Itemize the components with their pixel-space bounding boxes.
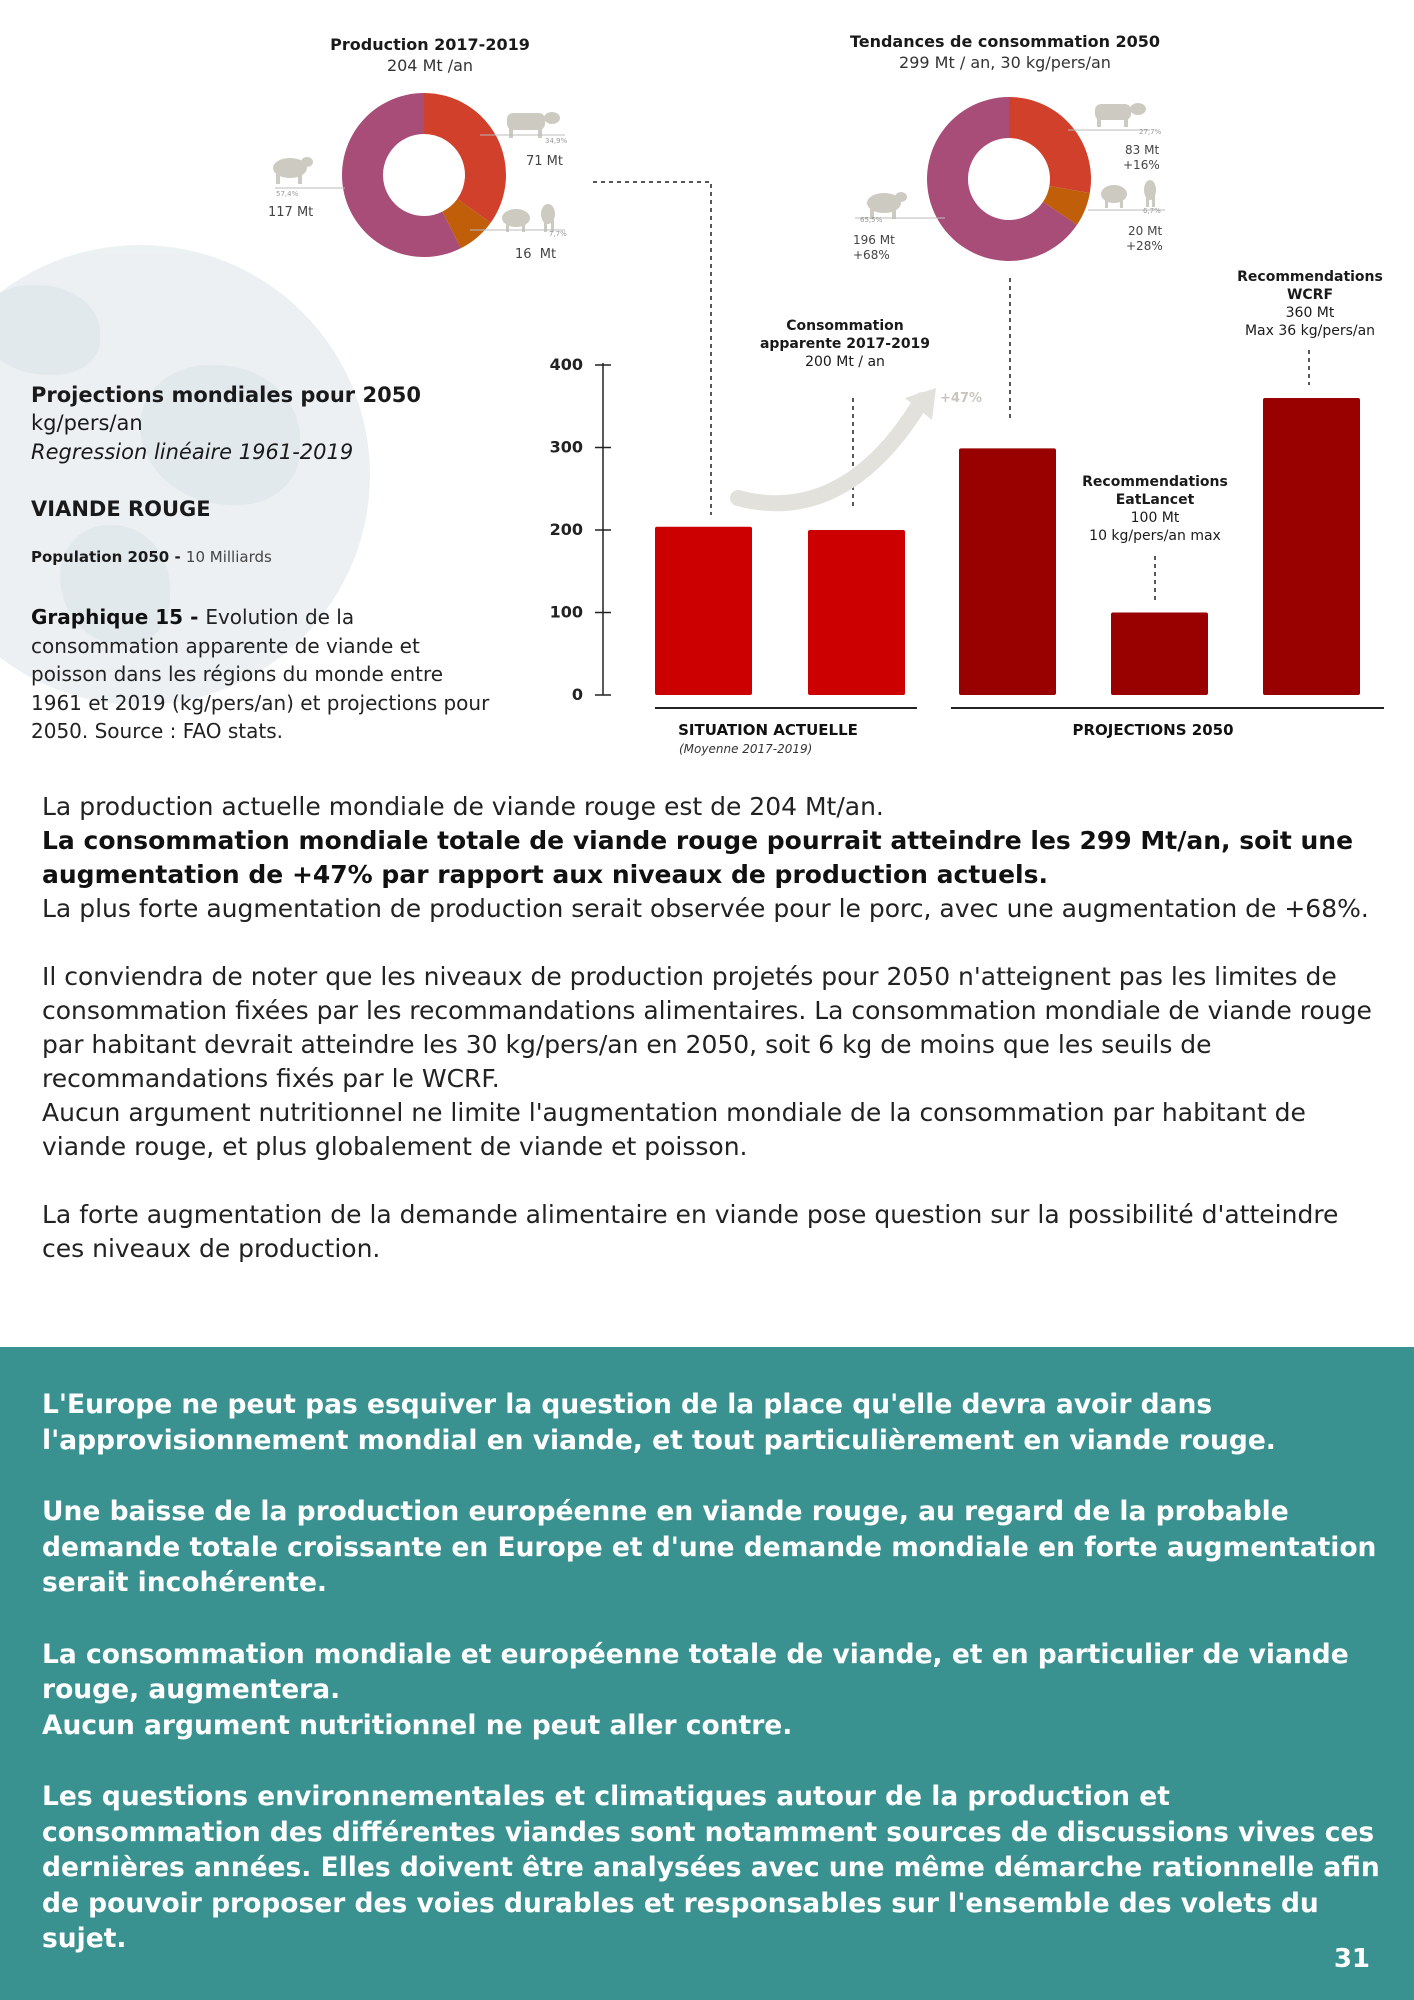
body-paragraph: La plus forte augmentation de production serait observée pour le porc, avec une augmentation de +68%. [42, 894, 1369, 923]
y-tick-label: 200 [549, 520, 583, 539]
annotation-wcrf-sub: Max 36 kg/pers/an [1244, 323, 1376, 339]
body-text [42, 790, 1382, 1266]
conclusion-text [42, 1387, 1392, 1957]
bar [655, 527, 752, 695]
group-label-current: SITUATION ACTUELLE [678, 721, 858, 739]
increase-label: +47% [940, 391, 983, 406]
bars [655, 398, 1360, 695]
annotation-eatlancet [1070, 473, 1240, 545]
population-line [31, 548, 272, 566]
sheep-goat-icon [1101, 180, 1156, 208]
pie-right-title: Tendances de consommation 2050 [849, 32, 1161, 51]
annotation-conso [750, 317, 940, 371]
y-tick-label: 0 [571, 685, 583, 704]
group-label-projection: PROJECTIONS 2050 [1072, 721, 1234, 739]
annotation-wcrf-value: 360 Mt [1285, 305, 1335, 321]
pie-left-pig-pct: 57,4% [276, 190, 299, 198]
annotation-eatlancet-value: 100 Mt [1130, 510, 1180, 526]
population-value: 10 Milliards [185, 548, 272, 566]
pig-icon [273, 157, 313, 184]
conclusion-paragraph: Les questions environnementales et climatiques autour de la production et consommation des différentes viandes sont notamment sources de discussions vives ces dernières années. Elles doivent être analysées avec une même démarche rationnelle afin de pouvoir proposer des voies durables et responsables sur l'ensemble des volets du sujet. [42, 1781, 1380, 1954]
pie-right-cattle-value: 83 Mt [1125, 143, 1160, 157]
pie-right-cattle-pct: 27,7% [1139, 128, 1162, 136]
annotation-conso-title: Consommation apparente 2017-2019 [759, 318, 931, 352]
pie-left-title: Production 2017-2019 [330, 35, 530, 54]
page-number: 31 [1333, 1944, 1370, 1974]
pie-left-pig-value: 117 Mt [268, 205, 314, 220]
category-label: VIANDE ROUGE [31, 497, 211, 521]
cow-icon [1095, 103, 1146, 127]
y-tick-label: 300 [549, 437, 583, 457]
body-paragraph: La forte augmentation de la demande alimentaire en viande pose question sur la possibilité d'atteindre ces niveaux de production. [42, 1200, 1339, 1263]
donut-slice-bovine [424, 93, 506, 223]
donut-right [927, 97, 1091, 261]
body-paragraph: Il conviendra de noter que les niveaux de production projetés pour 2050 n'atteignent pas les limites de consommation fixées par les recommandations alimentaires. La consommation mondiale de viande rouge par habitant devrait atteindre les 30 kg/pers/an en 2050, soit 6 kg de moins que les seuils de recommandations fixés par le WCRF. [42, 962, 1372, 1093]
annotation-eatlancet-title: Recommendations EatLancet [1082, 474, 1228, 508]
pie-right-pig-change: +68% [853, 248, 890, 262]
projections-unit: kg/pers/an [31, 411, 143, 435]
graph-label: Graphique 15 - [31, 605, 206, 629]
population-label: Population 2050 - [31, 548, 186, 566]
group-sublabel-current: (Moyenne 2017-2019) [679, 742, 813, 756]
body-paragraph: La production actuelle mondiale de viande rouge est de 204 Mt/an. [42, 792, 884, 821]
y-tick-label: 100 [549, 602, 583, 622]
pie-left-sheep-pct: 7,7% [549, 230, 567, 238]
bar [959, 448, 1056, 695]
pie-left-cattle-value: 71 Mt [526, 154, 563, 169]
conclusion-paragraph: Une baisse de la production européenne en viande rouge, au regard de la probable demande totale croissante en Europe et d'une demande mondiale en forte augmentation serait incohérente. [42, 1496, 1377, 1598]
pie-right-sheep-change: +28% [1126, 239, 1163, 253]
pie-right-leader-lines [855, 130, 1165, 218]
graph-caption [31, 603, 491, 746]
y-tick-label: 400 [549, 355, 583, 374]
bar [1263, 398, 1360, 695]
pie-right-subtitle: 299 Mt / an, 30 kg/pers/an [899, 53, 1111, 72]
pig-icon [867, 192, 907, 219]
pie-right-cattle-change: +16% [1123, 158, 1160, 172]
pie-right-pig-value: 196 Mt [853, 233, 895, 247]
body-paragraph-bold: La consommation mondiale totale de viande rouge pourrait atteindre les 299 Mt/an, soit une augmentation de +47% par rapport aux niveaux de production actuels. [42, 826, 1354, 889]
sheep-goat-icon [502, 204, 555, 232]
bar [808, 530, 905, 695]
projections-regression: Regression linéaire 1961-2019 [31, 440, 354, 464]
bar [1111, 613, 1208, 696]
conclusion-paragraph: L'Europe ne peut pas esquiver la question de la place qu'elle devra avoir dans l'approvisionnement mondial en viande, et tout particulièrement en viande rouge. [42, 1389, 1276, 1456]
increase-arrow [738, 400, 922, 503]
projections-title: Projections mondiales pour 2050 [31, 383, 421, 407]
annotation-conso-value: 200 Mt / an [805, 354, 885, 370]
annotation-eatlancet-sub: 10 kg/pers/an max [1089, 528, 1221, 544]
donut-slice-bovine [1009, 97, 1091, 193]
graph-caption-text: Evolution de la consommation apparente de viande et poisson dans les régions du monde entre 1961 et 2019 (kg/pers/an) et projections pour 2050. Source : FAO stats. [31, 605, 490, 743]
conclusion-paragraph: Aucun argument nutritionnel ne peut aller contre. [42, 1709, 793, 1741]
cow-icon [507, 112, 560, 138]
pie-left-sheep-value: 16 Mt [515, 247, 557, 262]
pie-right-pig-pct: 65,5% [860, 216, 883, 224]
conclusion-paragraph: La consommation mondiale et européenne totale de viande, et en particulier de viande rouge, augmentera. [42, 1638, 1349, 1705]
y-ticks [550, 355, 611, 704]
pie-right-sheep-pct: 6,7% [1143, 207, 1161, 215]
pie-left-subtitle: 204 Mt /an [386, 56, 474, 75]
body-paragraph: Aucun argument nutritionnel ne limite l'augmentation mondiale de la consommation par habitant de viande rouge, et plus globalement de viande et poisson. [42, 1098, 1306, 1161]
annotation-wcrf [1225, 268, 1395, 340]
donut-left [342, 93, 506, 257]
annotation-wcrf-title: Recommendations WCRF [1237, 269, 1383, 303]
pie-right-sheep-value: 20 Mt [1128, 224, 1163, 238]
pie-left-cattle-pct: 34,9% [545, 137, 568, 145]
